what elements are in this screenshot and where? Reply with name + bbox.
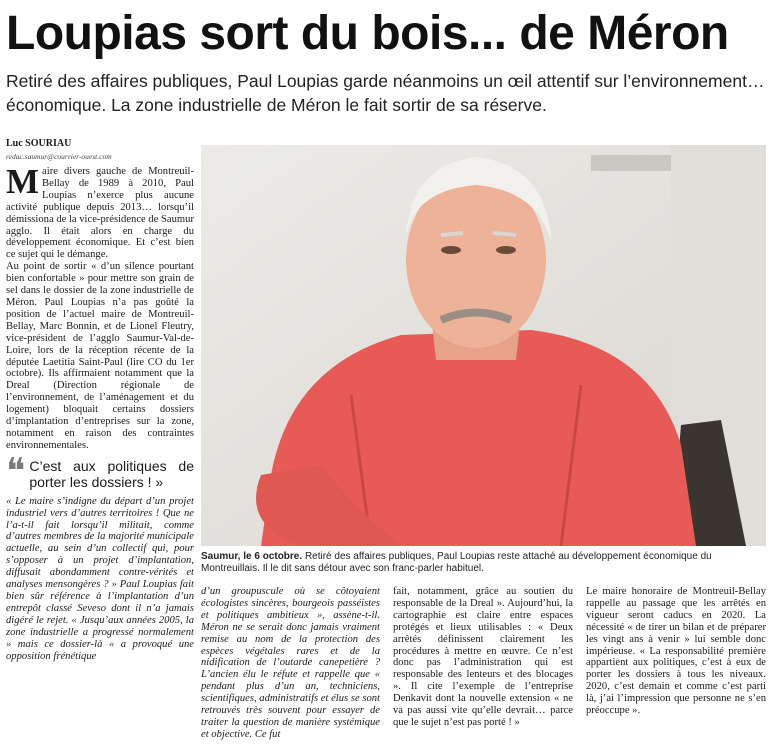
photo-caption xyxy=(201,551,766,575)
pull-quote-text: C’est aux politiques de porter les dossiers ! » xyxy=(29,457,194,490)
caption-text: Retiré des affaires publiques, Paul Loupias reste attaché au développement économique du Montreuillais. Il le dit sans détour avec son franc-parler habituel. xyxy=(201,551,712,574)
caption-label: Saumur, le 6 octobre. xyxy=(201,551,303,562)
column-1 xyxy=(6,162,194,662)
author-byline: Luc SOURIAU xyxy=(6,138,72,149)
paragraph-1 xyxy=(6,162,194,261)
paragraph-3: « Le maire s’indigne du départ d’un projet industriel vers d’autres territoires ! Que ne l’a-t-il fait lorsqu’il militait, comme d’autres membres de la majorité municipale actuelle, au sein d’un collectif qui, pour s’opposer à un projet d’implantation, diffusait abondamment contre-vérités et analyses mensongères ? » Paul Loupias fait bien sûr référence à l’implantation d’un entrepôt classé Seveso dont il n’a jamais digéré le rejet. « Jusqu’aux années 2005, la zone industrielle a progressé normalement » mais ce dossier-là « a provoqué une opposition frénétique xyxy=(6,495,194,662)
article-photo xyxy=(201,145,766,546)
column-2: d’un groupuscule où se côtoyaient écologistes sincères, bourgeois passéistes et politiques ambitieux », assène-t-il. Méron ne se serait donc jamais vraiment remise au nom de la protection des espèces végétales rares et de la nidification de l’outarde canepetière ? L’ancien élu le réfute et rappelle que « pendant plus d’un an, techniciens, scientifiques, administratifs et élus se sont retrouvés très souvent pour essayer de traiter la question de manière systémique et objective. Ce fut xyxy=(201,586,380,740)
column-3: fait, notamment, grâce au soutien du responsable de la Dreal ». Aujourd’hui, la cartographie est claire entre espaces protégés et lieux utilisables : « Deux arrêtés définissent clairement les procédures à mettre en œuvre. Ce n’est donc pas l’administration qui est responsable des lenteurs et des blocages ». Il cite l’exemple de l’entreprise Denkavit dont la nouvelle extension « ne va pas aussi vite qu’elle devrait… parce que le sujet n’est pas porté ! » xyxy=(393,586,573,728)
dropcap: M xyxy=(6,162,40,201)
headline: Loupias sort du bois... de Méron xyxy=(6,7,729,60)
standfirst: Retiré des affaires publiques, Paul Loupias garde néanmoins un œil attentif sur l’environnement… économique. La zone industrielle de Méron le fait sortir de sa réserve. xyxy=(6,71,765,115)
quote-mark-icon: ❝ xyxy=(6,450,26,492)
paragraph-2: Au point de sortir « d’un silence pourtant bien confortable » pour mettre son grain de sel dans le dossier de la zone industrielle de Méron. Paul Loupias n’a pas goûté la position de l’actuel maire de Montreuil-Bellay, Marc Bonnin, et de Lionel Fleutry, vice-président de l’agglo Saumur-Val-de-Loire, lors de la réception récente de la députée Laetitia Saint-Paul (lire CO du 1er octobre). Ils affirmaient notamment que la Dreal (Direction régionale de l’environnement, de l’aménagement et du logement) bloquait certains dossiers d’implantation d’entreprises sur la zone, notamment en raison des contraintes environnementales. xyxy=(6,261,194,451)
pull-quote xyxy=(6,450,194,492)
column-4: Le maire honoraire de Montreuil-Bellay rappelle au passage que les arrêtés en vigueur seront caducs en 2020. La nécessité « de tirer un bilan et de préparer les vingt ans à venir » lui semble donc impérieuse. « La responsabilité première appartient aux politiques, c’est à eux de porter les dossiers à tous les niveaux. 2020, c’est demain et comme c’est parti là, j’ai l’impression que personne ne s’en préoccupe ». xyxy=(586,586,766,717)
author-email: redac.saumur@courrier-ouest.com xyxy=(6,152,112,161)
portrait-illustration xyxy=(201,145,766,546)
paragraph-1-text: aire divers gauche de Montreuil-Bellay de 1989 à 2010, Paul Loupias n’exerce plus aucune activité publique depuis 2013… lorsqu’il démissiona de la vice-présidence de Saumur agglo. Il était alors en charge du développement économique. Et c’est bien ce sujet qui le démange. xyxy=(6,166,194,261)
